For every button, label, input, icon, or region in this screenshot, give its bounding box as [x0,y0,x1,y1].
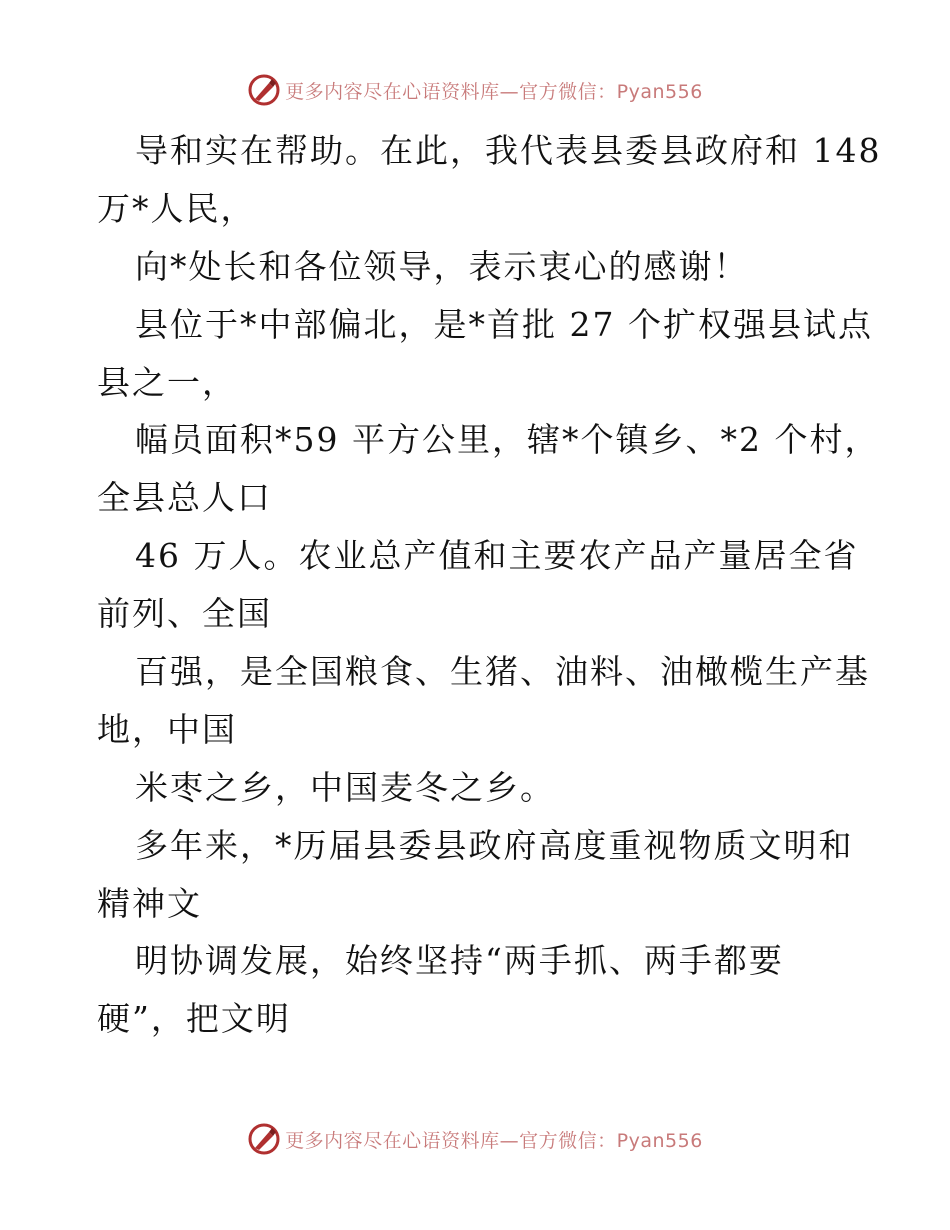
text-line: 万*人民， [97,188,256,228]
text-line: 前列、全国 [97,594,272,634]
text-line: 县之一， [97,362,237,402]
text-line: 米枣之乡，中国麦冬之乡。 [135,767,555,807]
text-line: 向*处长和各位领导，表示衷心的感谢！ [135,246,749,286]
document-body [97,122,882,1048]
footer-banner [0,1119,950,1159]
text-line: 县位于*中部偏北，是*首批 27 个扩权强县试点 [135,304,873,344]
text-line: 精神文 [97,883,202,923]
text-line: 幅员面积*59 平方公里，辖*个镇乡、*2 个村， [135,420,880,460]
text-line: 全县总人口 [97,478,272,518]
text-line: 导和实在帮助。在此，我代表县委县政府和 148 [135,131,882,170]
text-line: 百强，是全国粮食、生猪、油料、油橄榄生产基 [135,652,870,692]
text-line: 46 万人。农业总产值和主要农产品产量居全省 [135,536,859,576]
header-banner-text: 更多内容尽在心语资料库—官方微信：Pyan556 [285,80,703,103]
header-banner [0,70,950,110]
pen-logo-icon [247,73,281,107]
footer-banner-text: 更多内容尽在心语资料库—官方微信：Pyan556 [285,1129,703,1152]
text-line: 地，中国 [97,709,237,749]
text-line: 明协调发展，始终坚持“两手抓、两手都要 [135,941,784,981]
text-line: 硬”，把文明 [97,999,291,1039]
pen-logo-icon [247,1122,281,1156]
text-line: 多年来，*历届县委县政府高度重视物质文明和 [135,825,854,865]
